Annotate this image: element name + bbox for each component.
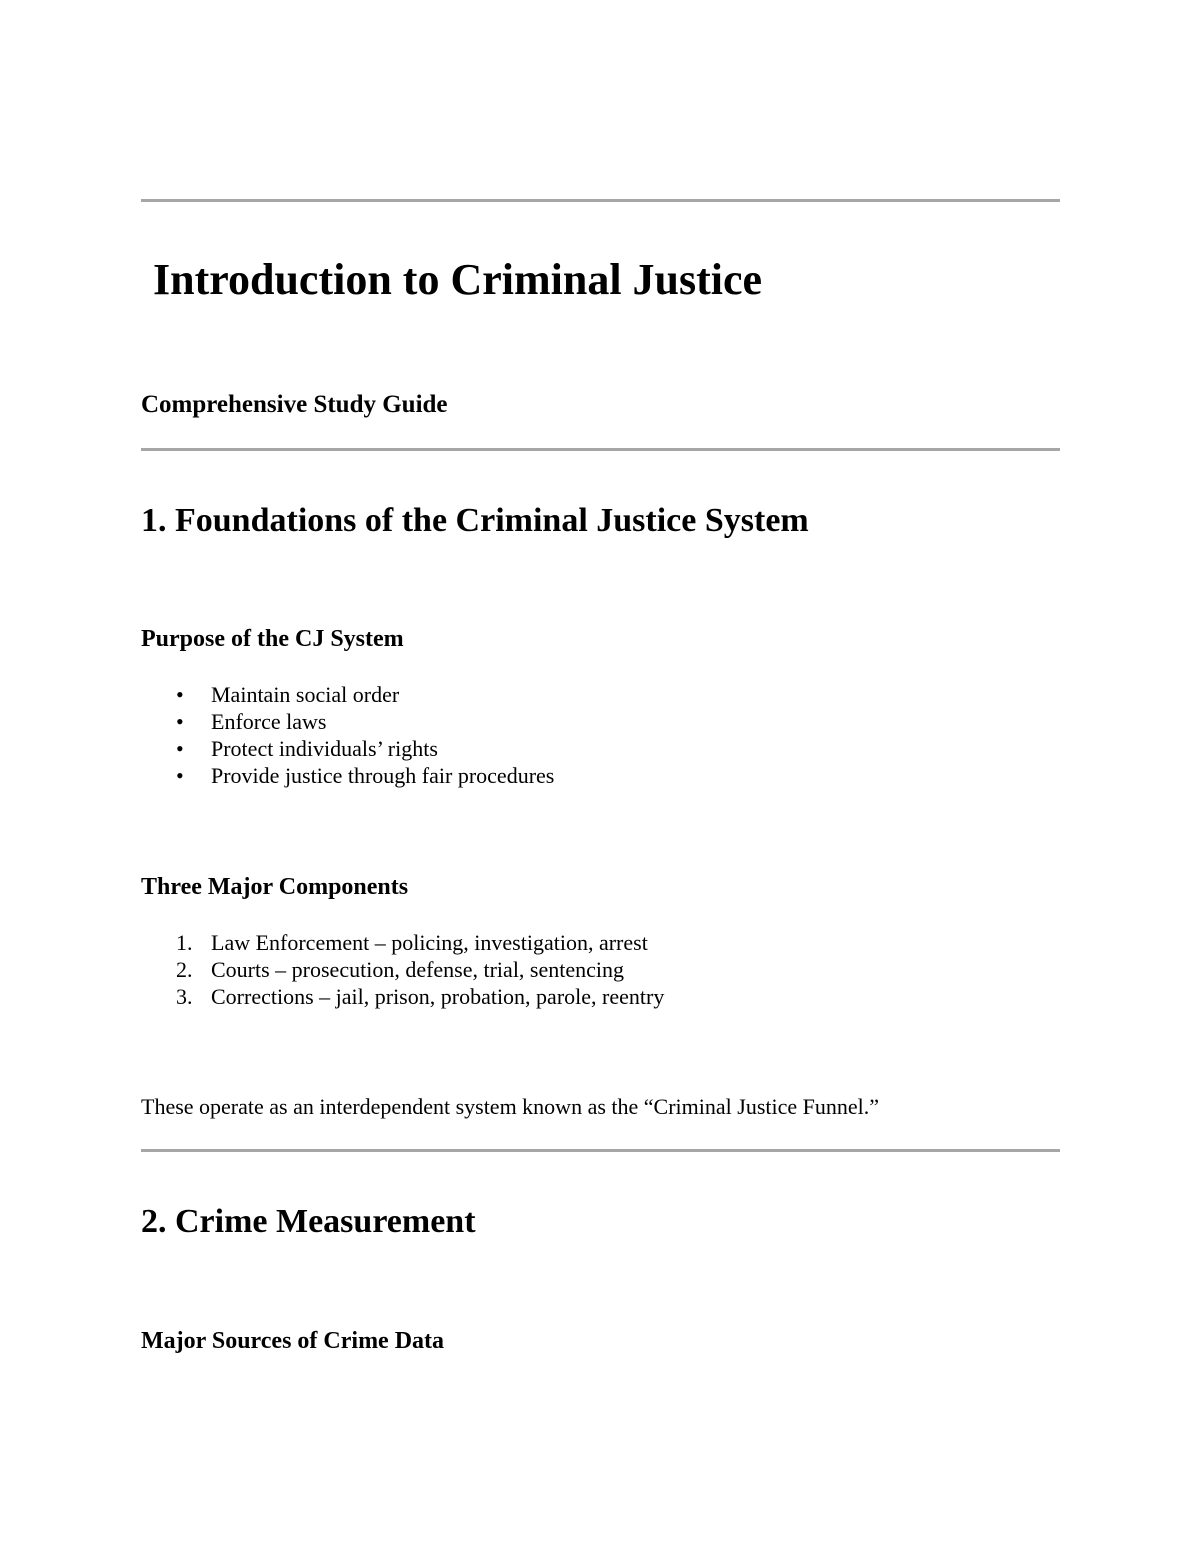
list-item	[141, 735, 554, 762]
horizontal-rule	[141, 199, 1060, 202]
list-item-text: Courts – prosecution, defense, trial, sentencing	[211, 957, 625, 982]
bullet-icon: •	[176, 682, 184, 707]
horizontal-rule	[141, 448, 1060, 451]
list-item	[141, 956, 664, 983]
list-item-text: Enforce laws	[211, 709, 327, 734]
section-heading: 2. Crime Measurement	[141, 1203, 476, 1240]
body-paragraph: These operate as an interdependent system known as the “Criminal Justice Funnel.”	[141, 1094, 880, 1119]
list-item-text: Corrections – jail, prison, probation, parole, reentry	[211, 984, 665, 1009]
list-item	[141, 708, 554, 735]
document-subtitle: Comprehensive Study Guide	[141, 391, 448, 418]
list-item-text: Law Enforcement – policing, investigation, arrest	[211, 930, 648, 955]
sub-heading: Three Major Components	[141, 874, 409, 900]
bullet-icon: •	[176, 736, 184, 761]
document-title: Introduction to Criminal Justice	[153, 255, 763, 304]
section-heading: 1. Foundations of the Criminal Justice System	[141, 502, 809, 539]
list-item	[141, 983, 664, 1010]
list-number: 3.	[176, 984, 193, 1009]
bullet-list	[141, 681, 554, 789]
list-item	[141, 681, 554, 708]
sub-heading: Major Sources of Crime Data	[141, 1328, 445, 1354]
bullet-icon: •	[176, 709, 184, 734]
sub-heading: Purpose of the CJ System	[141, 626, 404, 652]
numbered-list	[141, 929, 664, 1010]
horizontal-rule	[141, 1149, 1060, 1152]
list-item	[141, 762, 554, 789]
list-item-text: Provide justice through fair procedures	[211, 763, 555, 788]
list-item	[141, 929, 664, 956]
list-item-text: Protect individuals’ rights	[211, 736, 438, 761]
bullet-icon: •	[176, 763, 184, 788]
list-item-text: Maintain social order	[211, 682, 400, 707]
list-number: 1.	[176, 930, 193, 955]
list-number: 2.	[176, 957, 193, 982]
